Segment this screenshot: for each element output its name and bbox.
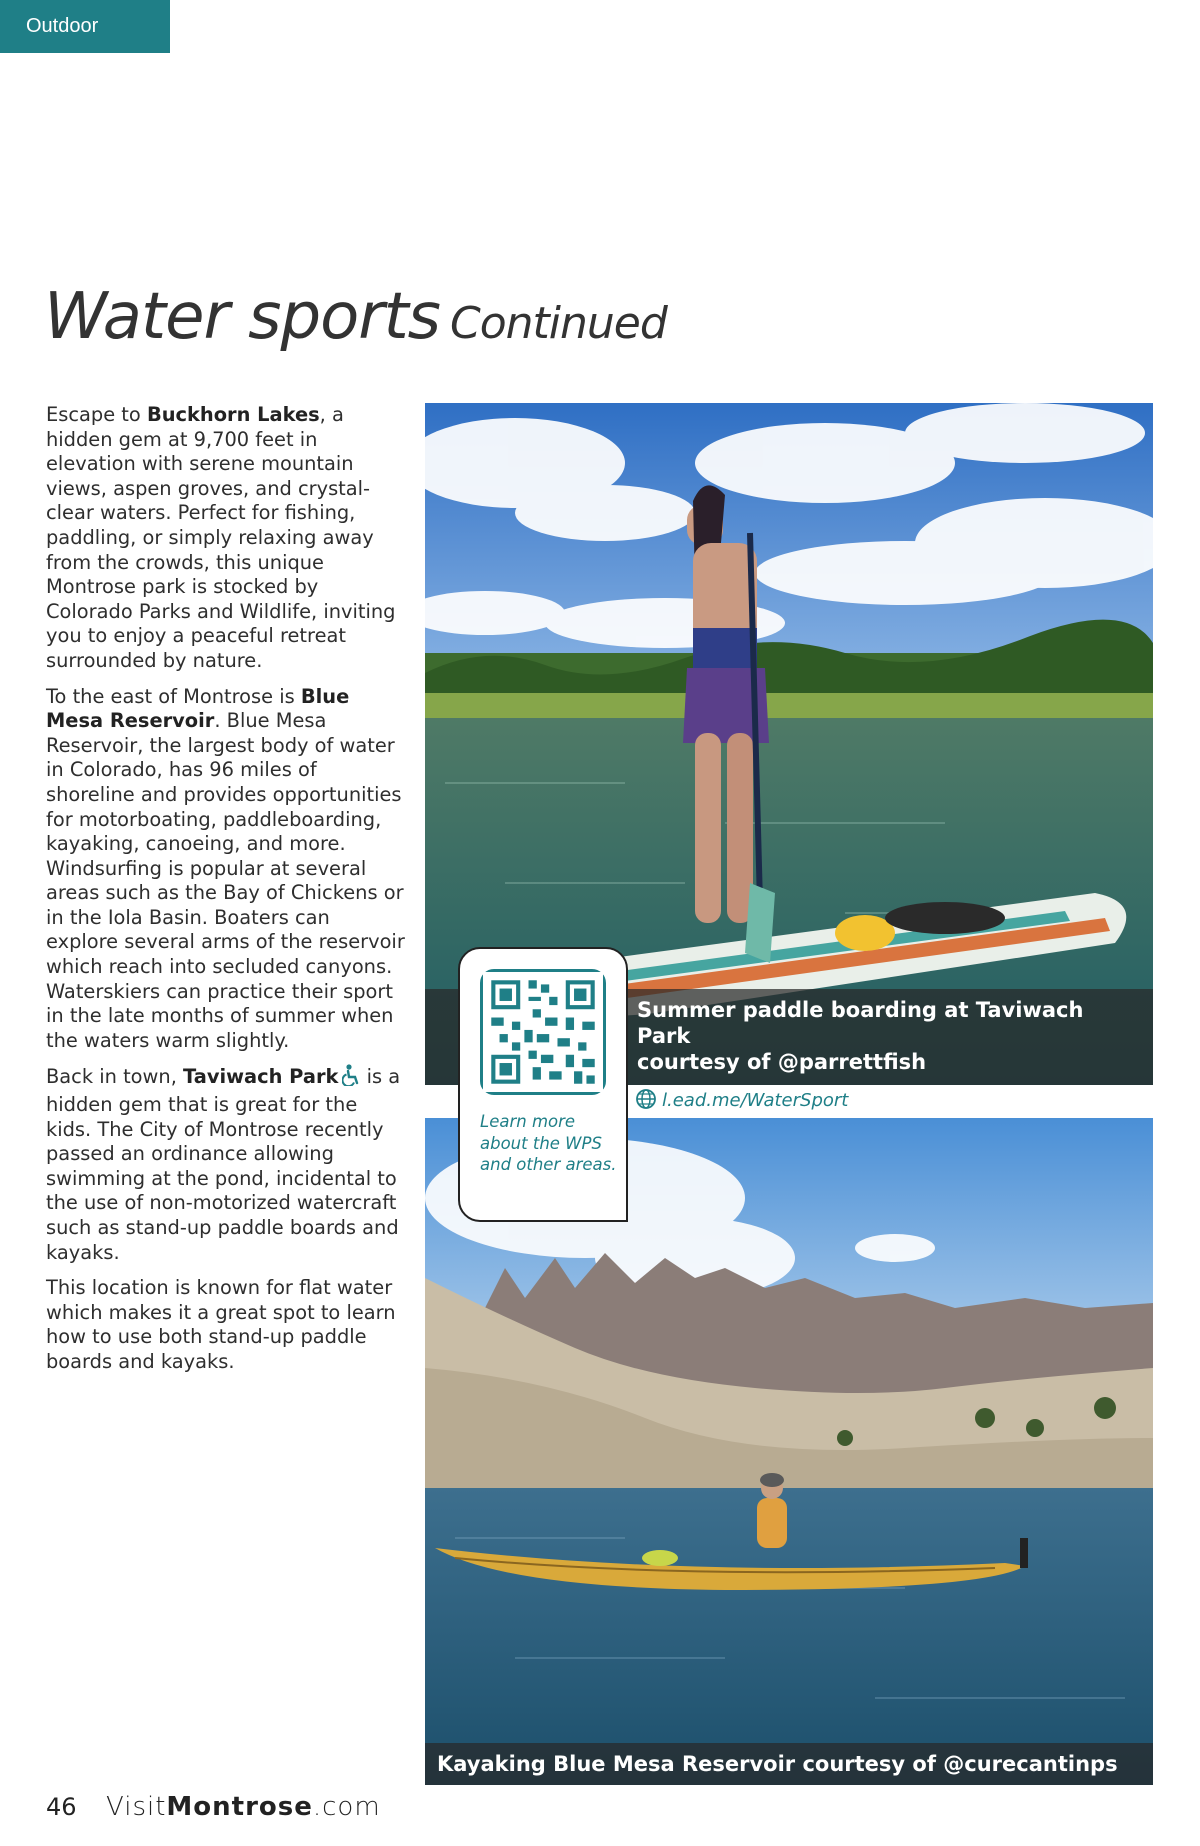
article-body	[46, 403, 406, 1386]
qr-code-frame	[480, 969, 606, 1095]
qr-callout	[458, 947, 628, 1222]
page-title	[44, 280, 667, 354]
p2-pre: To the east of Montrose is	[46, 684, 301, 708]
paragraph-buckhorn	[46, 403, 406, 674]
site-prefix: Visit	[106, 1792, 167, 1822]
p3-bold: Taviwach Park	[183, 1065, 339, 1089]
qr-link-text[interactable]: l.ead.me/WaterSport	[662, 1090, 849, 1111]
paragraph-blue-mesa	[46, 685, 406, 1054]
title-suffix: Continued	[450, 298, 667, 349]
paragraph-taviwach	[46, 1064, 406, 1265]
p3-post: is a hidden gem that is great for the kids. The City of Montrose recently passed an ordinance allowing swimming at the pond, incidental to the use of non-motorized watercraft such as stand-up paddle boards and kayaks.	[46, 1065, 401, 1264]
kayak-caption-text: Kayaking Blue Mesa Reservoir courtesy of @curecantinps	[437, 1752, 1118, 1776]
p2-bold: Blue Mesa Reservoir	[46, 684, 350, 733]
globe-icon	[634, 1087, 658, 1111]
site-brand: Montrose	[166, 1792, 313, 1822]
site-url[interactable]	[106, 1792, 381, 1822]
wheelchair-icon	[342, 1064, 360, 1093]
caption-line-2: courtesy of @parrettfish	[637, 1050, 927, 1074]
qr-code-icon[interactable]	[483, 972, 603, 1092]
site-suffix: .com	[312, 1792, 381, 1822]
p2-post: . Blue Mesa Reservoir, the largest body of water in Colorado, has 96 miles of shoreline and provides opportunities for motorboating, paddleboarding, kayaking, canoeing, and more. Windsurfing is popular at several areas such as the Bay of Chickens or in the Iola Basin. Boaters can explore several arms of the reservoir which reach into secluded canyons. Waterskiers can practice their sport in the late months of summer when the waters warm slightly.	[46, 709, 405, 1052]
p1-post: , a hidden gem at 9,700 feet in elevation with serene mountain views, aspen groves, and crystal-clear waters. Perfect for fishing, paddling, or simply relaxing away from the crowds, this unique Montrose park is stocked by Colorado Parks and Wildlife, inviting you to enjoy a peaceful retreat surrounded by nature.	[46, 403, 396, 672]
page-number: 46	[46, 1793, 77, 1821]
paragraph-flat-water: This location is known for flat water which makes it a great spot to learn how to use both stand-up paddle boards and kayaks.	[46, 1276, 396, 1373]
qr-note: Learn more about the WPS and other areas.	[480, 1112, 617, 1174]
title-main: Water sports	[44, 280, 440, 354]
p3-pre: Back in town,	[46, 1065, 184, 1089]
p1-pre: Escape to	[46, 403, 147, 426]
qr-link[interactable]	[634, 1087, 848, 1111]
caption-line-1: Summer paddle boarding at Taviwach Park	[637, 998, 1084, 1048]
section-tab: Outdoor	[0, 0, 170, 53]
kayak-caption	[425, 1743, 1153, 1785]
p1-bold: Buckhorn Lakes	[146, 403, 320, 426]
